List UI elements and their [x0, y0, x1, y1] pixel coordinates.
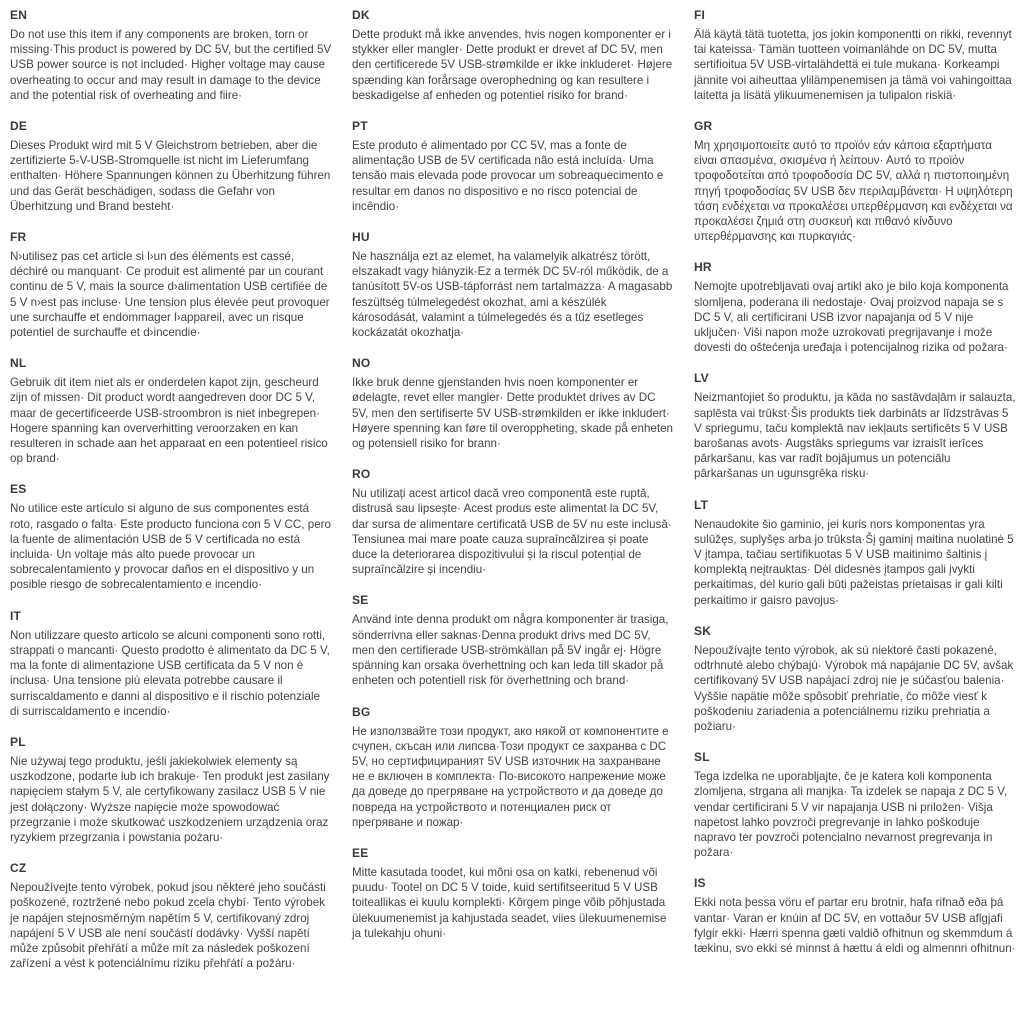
lang-code-cz: CZ	[10, 861, 27, 876]
lang-section-ro	[352, 467, 674, 577]
lang-text-bg: Не използвайте този продукт, ако някой от компонентите е счупен, скъсан или липсва·Този продукт се захранва с DC 5V, но сертифицираният 5V USB източник на захранване не е включен в комплекта· По-високото напрежение може да доведе до прегряване на устройството и да доведе до повреда на устройството и потенциален риск от прегряване и пожар·	[352, 724, 669, 829]
lang-text-no: Ikke bruk denne gjenstanden hvis noen komponenter er ødelagte, revet eller mangler· Dette produktet drives av DC 5V, men den sertifiserte 5V USB-strømkilden er ikke inkludert· Høyere spenning kan føre til overoppheting, skade på enheten og potensiell risiko for brann·	[352, 376, 673, 451]
lang-code-bg: BG	[352, 704, 371, 719]
lang-code-is: IS	[694, 876, 706, 891]
lang-code-sl: SL	[694, 750, 710, 765]
column-1	[10, 8, 332, 987]
lang-code-ro: RO	[352, 467, 371, 482]
lang-code-hu: HU	[352, 230, 370, 245]
lang-code-ee: EE	[352, 845, 369, 860]
lang-text-hu: Ne használja ezt az elemet, ha valamelyik alkatrész törött, elszakadt vagy hiányzik·Ez a termék DC 5V-ról működik, de a tanúsított 5V-os USB-tápforrást nem tartalmazza· A magasabb feszültség túlmelegedést okozhat, ami a készülék károsodását, valamint a túlmelegedés és a tűz esetleges kockázatát okozhatja·	[352, 250, 673, 340]
lang-section-sl	[694, 750, 1016, 860]
lang-text-is: Ekki nota þessa vöru ef partar eru brotnir, hafa rifnað eða þá vantar· Varan er knúin af DC 5V, en vottaður 5V USB aflgjafi fylgir ekki· Hærri spenna gæti valdið ofhitnun og skemmdum á tækinu, svo ekki sé minnst á hættu á eldi og almennri ofhitnun·	[694, 896, 1016, 955]
lang-code-se: SE	[352, 593, 369, 608]
lang-text-lv: Neizmantojiet šo produktu, ja kāda no sastāvdaļām ir salauzta, saplēsta vai trūkst·Šis produkts tiek darbināts ar līdzstrāvas 5 V spriegumu, taču komplektā nav iekļauts sertificēts 5 V USB barošanas avots· Augstāks spriegums var izraisīt ierīces pārkaršanu, kas var radīt bojājumus un potenciālu pārkaršanas un ugunsgrēka risku·	[694, 391, 1016, 481]
lang-section-sk	[694, 624, 1016, 734]
lang-section-en	[10, 8, 332, 103]
lang-text-sk: Nepoužívajte tento výrobok, ak sú niektoré časti pokazené, odtrhnuté alebo chýbajú· Výrobok má napájanie DC 5V, avšak certifikovaný 5V USB napájací zdroj nie je súčasťou balenia· Vyššie napätie môže spôsobiť prehriatie, čo môže viesť k poškodeniu zariadenia a potenciálnemu riziku prehriatia a požiaru·	[694, 643, 1014, 733]
lang-text-it: Non utilizzare questo articolo se alcuni componenti sono rotti, strappati o mancanti· Questo prodotto è alimentato da DC 5 V, ma la fonte di alimentazione USB certificata da 5 V non è inclusa· Una tensione più elevata potrebbe causare il surriscaldamento e danni al dispositivo e il rischio potenziale di surriscaldamento e incendio·	[10, 628, 330, 718]
lang-section-cz	[10, 861, 332, 971]
lang-section-dk	[352, 8, 674, 103]
lang-section-fr	[10, 230, 332, 340]
lang-text-pt: Este produto é alimentado por CC 5V, mas a fonte de alimentação USB de 5V certificada não está incluída· Uma tensão mais elevada pode provocar um sobreaquecimento e resultar em danos no dispositivo e no risco potencial de incêndio·	[352, 139, 664, 213]
lang-text-cz: Nepoužívejte tento výrobek, pokud jsou některé jeho součásti poškozené, roztržené nebo pokud zcela chybí· Tento výrobek je napájen stejnosměrným napětím 5 V, certifikovaný zdroj napájení 5 V USB ale není součástí dodávky· Vyšší napětí může způsobit přehřátí a může mít za následek poškození zařízení a vést k potenciálnímu riziku přehřátí a požáru·	[10, 881, 326, 971]
lang-section-lt	[694, 498, 1016, 608]
lang-code-lv: LV	[694, 371, 709, 386]
lang-section-hu	[352, 230, 674, 340]
lang-code-de: DE	[10, 119, 28, 134]
lang-code-it: IT	[10, 608, 22, 623]
column-2	[352, 8, 674, 987]
lang-section-se	[352, 593, 674, 688]
lang-code-lt: LT	[694, 497, 709, 512]
lang-code-gr: GR	[694, 119, 713, 134]
lang-text-ro: Nu utilizați acest articol dacă vreo componentă este ruptă, distrusă sau lipsește· Acest produs este alimentat la DC 5V, dar sursa de alimentare certificată USB de 5V nu este inclusă· Tensiunea mai mare poate cauza supraîncălzirea și poate duce la deteriorarea dispozitivului și la riscul potențial de supraîncălzire și incendiu·	[352, 487, 672, 577]
lang-section-it	[10, 609, 332, 719]
lang-text-en: Do not use this item if any components are broken, torn or missing·This product is powered by DC 5V, but the certified 5V USB power source is not included· Higher voltage may cause overheating to occur and may result in damage to the device and the potential risk of overheating and fiire·	[10, 28, 332, 102]
lang-text-dk: Dette produkt må ikke anvendes, hvis nogen komponenter er i stykker eller mangler· Dette produkt er drevet af DC 5V, men den certificerede 5V USB-strømkilde er ikke inkluderet· Højere spænding kan forårsage overophedning og kan resultere i beskadigelse af enheden og potentiel risiko for brand·	[352, 28, 673, 102]
lang-code-dk: DK	[352, 8, 370, 22]
lang-code-es: ES	[10, 482, 27, 497]
lang-code-no: NO	[352, 356, 371, 371]
lang-section-es	[10, 482, 332, 592]
lang-section-bg	[352, 705, 674, 830]
lang-text-ee: Mitte kasutada toodet, kui mõni osa on katki, rebenenud või puudu· Tootel on DC 5 V toide, kuid sertifitseeritud 5 V USB toiteallikas ei kuulu komplekti· Kõrgem pinge võib põhjustada ülekuumenemist ja kahjustada seadet, viies ülekuumenemise ja tulekahju ohuni·	[352, 865, 667, 940]
lang-section-is	[694, 876, 1016, 956]
lang-text-lt: Nenaudokite šio gaminio, jei kuris nors komponentas yra sulūžęs, suplyšęs arba jo trūksta·Šį gaminį maitina nuolatinė 5 V įtampa, tačiau sertifikuotas 5 V USB maitinimo šaltinis į komplektą neįtrauktas· Dėl didesnės įtampos gali įvykti perkaitimas, dėl kurio gali būti pažeistas prietaisas ir gali kilti perkaitimo ir gaisro pavojus·	[694, 517, 1014, 607]
lang-section-hr	[694, 260, 1016, 355]
lang-text-se: Använd inte denna produkt om några komponenter är trasiga, sönderrivna eller saknas·Denna produkt drivs med DC 5V, men den certifierade USB-strömkällan på 5V ingår ej· Högre spänning kan orsaka överhettning och kan leda till skador på enheten och potentiell risk för överhettning och brand·	[352, 613, 669, 688]
lang-section-pt	[352, 119, 674, 214]
lang-code-fi: FI	[694, 8, 706, 22]
lang-text-gr: Μη χρησιμοποιείτε αυτό το προϊόν εάν κάποια εξαρτήματα είναι σπασμένα, σκισμένα ή λείπουν· Αυτό το προϊόν τροφοδοτείται από τροφοδοσία DC 5V, αλλά η πιστοποιημένη πηγή τροφοδοσίας 5V USB δεν περιλαμβάνεται· Η υψηλότερη τάση ενδέχεται να προκαλέσει υπερθέρμανση και ενδέχεται να προκαλέσει ζημιά στη συσκευή και πιθανό κίνδυνο υπερθέρμανσης και πυρκαγιάς·	[694, 139, 1013, 244]
lang-code-nl: NL	[10, 356, 27, 371]
lang-section-lv	[694, 371, 1016, 481]
lang-section-nl	[10, 356, 332, 466]
lang-section-no	[352, 356, 674, 451]
lang-text-nl: Gebruik dit item niet als er onderdelen kapot zijn, gescheurd zijn of missen· Dit product wordt aangedreven door DC 5 V, maar de gecertificeerde USB-stroombron is niet inbegrepen· Hogere spanning kan oververhitting veroorzaken en kan resulteren in schade aan het apparaat en een potentieel risico op brand·	[10, 376, 328, 466]
lang-code-hr: HR	[694, 260, 712, 275]
lang-code-sk: SK	[694, 623, 712, 638]
lang-section-ee	[352, 846, 674, 941]
lang-code-en: EN	[10, 8, 28, 22]
lang-text-de: Dieses Produkt wird mit 5 V Gleichstrom betrieben, aber die zertifizierte 5-V-USB-Stromquelle ist nicht im Lieferumfang enthalten· Höhere Spannungen können zu Überhitzung führen und das Gerät beschädigen, sodass die Gefahr von Überhitzung und Brand besteht·	[10, 139, 331, 213]
lang-text-hr: Nemojte upotrebljavati ovaj artikl ako je bilo koja komponenta slomljena, poderana ili nedostaje· Ovaj proizvod napaja se s DC 5 V, ali certificirani USB izvor napajanja od 5 V nije uključen· Viši napon može uzrokovati pregrijavanje i može dovesti do oštećenja uređaja i potencijalnog rizika od požara·	[694, 280, 1009, 355]
lang-section-fi	[694, 8, 1016, 103]
lang-text-fi: Älä käytä tätä tuotetta, jos jokin komponentti on rikki, revennyt tai kateissa· Tämän tuotteen voimanlähde on DC 5V, mutta sertifioitua 5V USB-virtalähdettä ei tule mukana· Korkeampi jännite voi aiheuttaa ylilämpenemisen ja tämä voi vahingoittaa laitetta ja lisätä ylikuumenemisen ja tulipalon riskiä·	[694, 28, 1012, 102]
lang-text-pl: Nie używaj tego produktu, jeśli jakiekolwiek elementy są uszkodzone, podarte lub ich brakuje· Ten produkt jest zasilany napięciem stałym 5 V, ale certyfikowany zasilacz USB 5 V nie jest dołączony· Wyższe napięcie może spowodować przegrzanie i może skutkować uszkodzeniem urządzenia oraz ryzykiem przegrzania i powstania pożaru·	[10, 754, 330, 844]
lang-section-de	[10, 119, 332, 214]
lang-text-es: No utilice este artículo si alguno de sus componentes está roto, rasgado o falta· Este producto funciona con 5 V CC, pero la fuente de alimentación USB de 5 V certificada no está incluida· Un voltaje más alto puede provocar un sobrecalentamiento y provocar daños en el dispositivo y un posible riesgo de sobrecalentamiento e incendio·	[10, 502, 331, 592]
column-3	[694, 8, 1016, 987]
lang-section-pl	[10, 735, 332, 845]
lang-code-pt: PT	[352, 119, 368, 134]
lang-text-sl: Tega izdelka ne uporabljajte, če je katera koli komponenta zlomljena, strgana ali manjka· Ta izdelek se napaja z DC 5 V, vendar certificirani 5 V vir napajanja USB ni priložen· Višja napetost lahko povzroči pregrevanje in lahko poškoduje napravo ter povzroči potencialno nevarnost pregrevanja in požara·	[694, 770, 1008, 860]
lang-text-fr: N›utilisez pas cet article si l›un des éléments est cassé, déchiré ou manquant· Ce produit est alimenté par un courant continu de 5 V, mais la source d›alimentation USB certifiée de 5 V n›est pas incluse· Une tension plus élevée peut provoquer une surchauffe et endommager l›appareil, avec un risque potentiel de surchauffe et d›incendie·	[10, 250, 330, 340]
lang-section-gr	[694, 119, 1016, 244]
lang-code-fr: FR	[10, 230, 27, 245]
lang-code-pl: PL	[10, 734, 26, 749]
